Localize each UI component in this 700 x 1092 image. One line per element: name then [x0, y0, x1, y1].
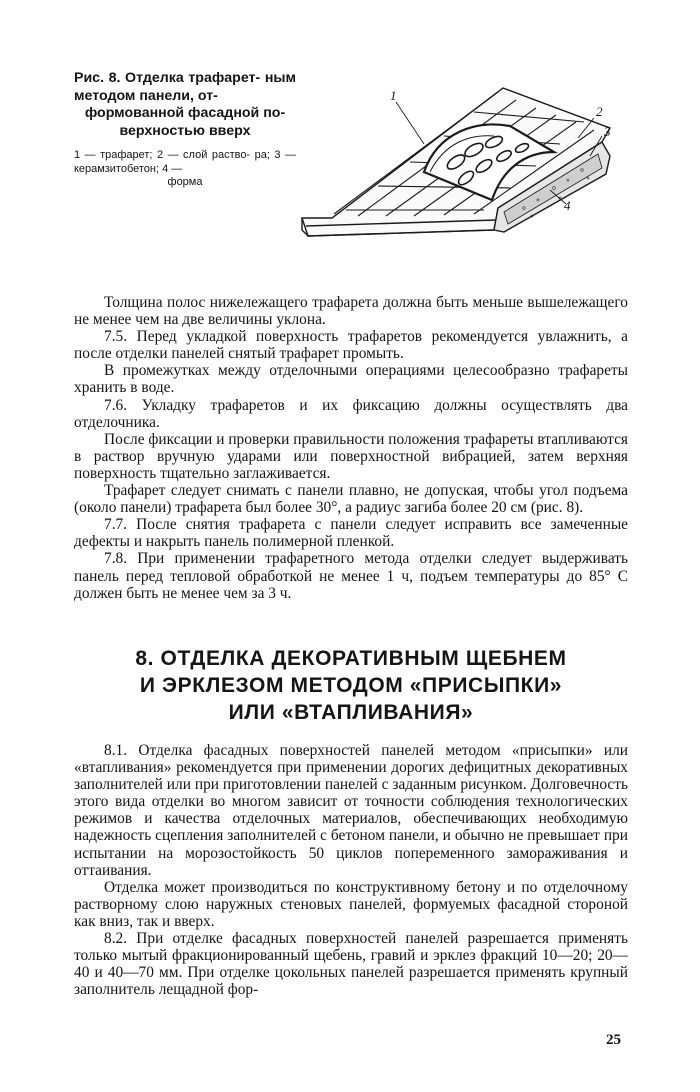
- caption-title-line: Рис. 8. Отделка трафарет-: [74, 70, 261, 86]
- section-heading-line: ИЛИ «ВТАПЛИВАНИЯ»: [228, 701, 474, 724]
- section-heading-line: И ЭРКЛЕЗОМ МЕТОДОМ «ПРИСЫПКИ»: [139, 674, 563, 697]
- body-text-top: [74, 294, 628, 602]
- paragraph: В промежутках между отделочными операциями целесообразно трафареты хранить в воде.: [74, 362, 628, 397]
- figure-label-4: 4: [564, 198, 571, 213]
- page-number: 25: [606, 1032, 621, 1048]
- figure-caption: [74, 70, 296, 190]
- section-heading: [74, 645, 628, 726]
- paragraph: 7.7. После снятия трафарета с панели следует исправить все замеченные дефекты и накрыть панель полимерной пленкой.: [74, 516, 628, 551]
- caption-legend-line: ра; 3 — керамзитобетон; 4 —: [74, 149, 296, 175]
- figure-caption-legend: [74, 149, 296, 190]
- section-heading-line: 8. ОТДЕЛКА ДЕКОРАТИВНЫМ ЩЕБНЕМ: [135, 647, 567, 670]
- caption-title-line: ным методом панели, от-: [74, 70, 296, 104]
- caption-title-line: формованной фасадной по-: [84, 105, 286, 121]
- caption-title-line: верхностью вверх: [119, 122, 251, 139]
- figure-label-2: 2: [596, 104, 603, 119]
- caption-legend-line: форма: [167, 176, 203, 188]
- paragraph: 7.5. Перед укладкой поверхность трафаретов рекомендуется увлажнить, а после отделки панелей снятый трафарет промыть.: [74, 328, 628, 363]
- figure-caption-title: [74, 70, 296, 140]
- paragraph: 8.2. При отделке фасадных поверхностей панелей разрешается применять только мытый фракционированный щебень, гравий и эрклез фракций 10—20; 20—40 и 40—70 мм. При отделке цокольных панелей разрешается применять крупный заполнитель лещадной фор-: [74, 930, 628, 999]
- paragraph: 7.6. Укладку трафаретов и их фиксацию должны осуществлять два отделочника.: [74, 396, 628, 431]
- figure-label-1: 1: [390, 88, 397, 103]
- figure-label-3: 3: [604, 124, 611, 139]
- paragraph: 7.8. При применении трафаретного метода отделки следует выдерживать панель перед тепловой обработкой не менее 1 ч, подъем температуры до 85° С должен быть не менее чем за 3 ч.: [74, 550, 628, 602]
- paragraph: Трафарет следует снимать с панели плавно, не допуская, чтобы угол подъема (около панели) трафарета был более 30°, а радиус загиба более 20 см (рис. 8).: [74, 482, 628, 517]
- paragraph: 8.1. Отделка фасадных поверхностей панелей методом «присыпки» или «втапливания» рекомендуется при применении дорогих дефицитных декоративных заполнителей или при приготовлении панелей с заданным рисунком. Долговечность этого вида отделки во многом зависит от точности соблюдения технологических режимов и качества отделочных материалов, обеспечивающих необходимую надежность сцепления заполнителей с бетоном панели, и обычно не превышает при испытании на морозостойкость 50 циклов попеременного замораживания и оттаивания.: [74, 742, 628, 879]
- paragraph: Отделка может производиться по конструктивному бетону и по отделочному растворному слою наружных стеновых панелей, формуемых фасадной стороной как вниз, так и вверх.: [74, 878, 628, 930]
- paragraph: После фиксации и проверки правильности положения трафареты втапливаются в раствор вручную ударами или поверхностной вибрацией, затем верхняя поверхность тщательно заглаживается.: [74, 430, 628, 482]
- body-text-bottom: [74, 742, 628, 998]
- caption-legend-line: 1 — трафарет; 2 — слой раство-: [74, 149, 251, 161]
- stencil-panel-figure: [298, 60, 630, 255]
- paragraph: Толщина полос нижележащего трафарета должна быть меньше вышележащего не менее чем на две величины уклона.: [74, 294, 628, 329]
